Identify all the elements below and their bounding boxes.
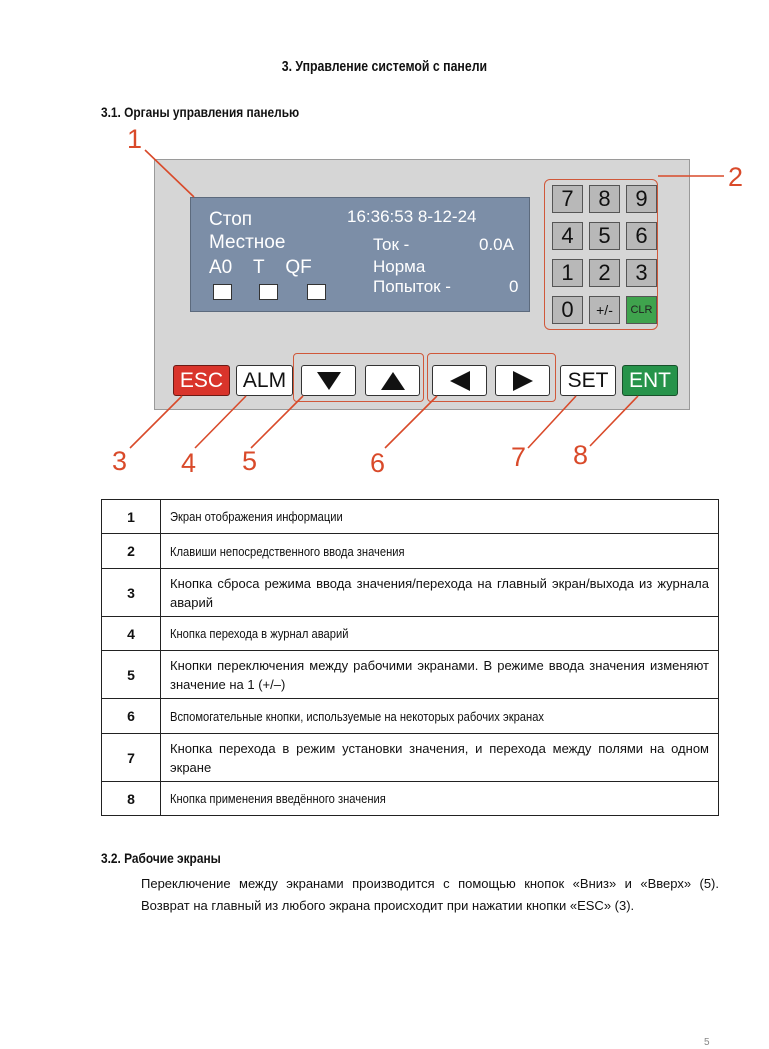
lcd-current-value: 0.0A <box>479 235 514 254</box>
table-row <box>102 651 719 699</box>
callout-line-5 <box>251 396 303 448</box>
body-paragraph <box>101 873 719 917</box>
row-description: Экран отображения информации <box>161 500 719 534</box>
ent-button[interactable]: ENT <box>622 365 678 396</box>
callout-line-6 <box>385 396 437 448</box>
lcd-current-label: Ток - <box>373 235 410 254</box>
row-description: Клавиши непосредственного ввода значения <box>161 534 719 569</box>
key-0[interactable]: 0 <box>552 296 583 324</box>
row-description: Кнопка сброса режима ввода значения/перехода на главный экран/выхода из журнала аварий <box>161 569 719 617</box>
callout-line-8 <box>590 396 638 446</box>
callout-3: 3 <box>112 446 128 476</box>
key-2[interactable]: 2 <box>589 259 620 287</box>
section-heading: 3. Управление системой с панели <box>281 58 488 75</box>
table-row <box>102 782 719 816</box>
callout-line-3 <box>130 396 182 448</box>
callout-line-7 <box>528 396 576 448</box>
lcd-status: Норма <box>373 257 426 276</box>
table-row <box>102 534 719 569</box>
row-number: 1 <box>102 500 161 534</box>
row-description: Вспомогательные кнопки, используемые на некоторых рабочих экранах <box>161 699 719 734</box>
row-number: 4 <box>102 617 161 651</box>
alm-button[interactable]: ALM <box>236 365 293 396</box>
key-8[interactable]: 8 <box>589 185 620 213</box>
lcd-state: Стоп <box>209 209 253 230</box>
key-9[interactable]: 9 <box>626 185 657 213</box>
row-number: 5 <box>102 651 161 699</box>
page-number: 5 <box>704 1037 710 1048</box>
row-description: Кнопка применения введённого значения <box>161 782 719 816</box>
key-7[interactable]: 7 <box>552 185 583 213</box>
callout-1: 1 <box>127 124 143 154</box>
table-row <box>102 569 719 617</box>
callout-6: 6 <box>370 448 386 478</box>
set-button[interactable]: SET <box>560 365 616 396</box>
lcd-attempts-label: Попыток - <box>373 277 451 296</box>
lcd-inputs: A0 T QF <box>209 257 312 278</box>
table-row <box>102 617 719 651</box>
table-row <box>102 699 719 734</box>
lcd-attempts-value: 0 <box>509 277 519 296</box>
row-number: 3 <box>102 569 161 617</box>
key-6[interactable]: 6 <box>626 222 657 250</box>
subsection-heading-controls: 3.1. Органы управления панелью <box>101 104 300 120</box>
callout-lines <box>0 0 769 480</box>
callout-8: 8 <box>573 440 589 470</box>
paragraph-text: Переключение между экранами производится с помощью кнопок «Вниз» и «Вверх» (5). Возврат на главный из любого экрана происходит при нажатии кнопки «ESC» (3). <box>141 876 719 913</box>
control-panel-figure <box>0 0 769 480</box>
callout-line-4 <box>195 396 246 448</box>
key-clr[interactable]: CLR <box>626 296 657 324</box>
key-plus-minus[interactable]: +/- <box>589 296 620 324</box>
row-number: 2 <box>102 534 161 569</box>
lcd-datetime: 16:36:53 8-12-24 <box>347 207 477 226</box>
callout-4: 4 <box>181 448 197 478</box>
table-row <box>102 500 719 534</box>
legend-table <box>101 499 719 816</box>
row-number: 7 <box>102 734 161 782</box>
table-row <box>102 734 719 782</box>
lcd-mode: Местное <box>209 232 286 253</box>
row-number: 8 <box>102 782 161 816</box>
callout-7: 7 <box>511 442 527 472</box>
key-3[interactable]: 3 <box>626 259 657 287</box>
row-description: Кнопка перехода в режим установки значения, и перехода между полями на одном экране <box>161 734 719 782</box>
key-5[interactable]: 5 <box>589 222 620 250</box>
row-description: Кнопки переключения между рабочими экранами. В режиме ввода значения изменяют значение на 1 (+/–) <box>161 651 719 699</box>
row-number: 6 <box>102 699 161 734</box>
callout-line-1 <box>145 150 194 197</box>
subsection-heading-screens: 3.2. Рабочие экраны <box>101 850 221 866</box>
row-description: Кнопка перехода в журнал аварий <box>161 617 719 651</box>
key-1[interactable]: 1 <box>552 259 583 287</box>
callout-5: 5 <box>242 446 258 476</box>
callout-2: 2 <box>728 162 744 192</box>
esc-button[interactable]: ESC <box>173 365 230 396</box>
key-4[interactable]: 4 <box>552 222 583 250</box>
